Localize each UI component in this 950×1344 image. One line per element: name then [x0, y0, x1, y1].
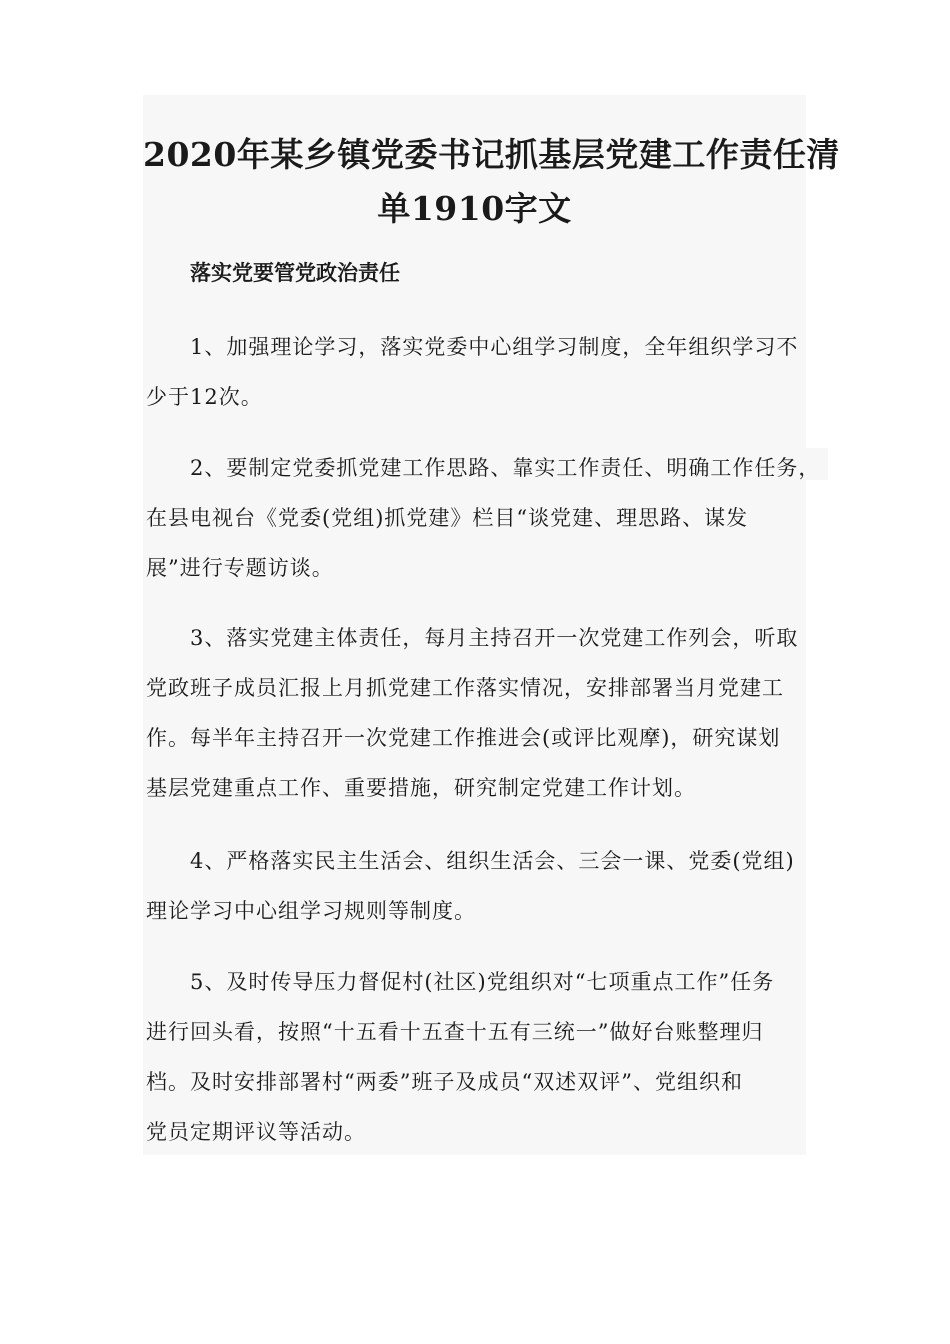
paragraph-line: 5、及时传导压力督促村(社区)党组织对“七项重点工作”任务	[190, 970, 775, 994]
section-heading: 落实党要管党政治责任	[190, 260, 400, 285]
paragraph-1	[146, 322, 811, 422]
paragraph-line: 党政班子成员汇报上月抓党建工作落实情况，安排部署当月党建工	[146, 676, 784, 700]
paragraph-2	[146, 443, 821, 593]
paragraph-line: 在县电视台《党委(党组)抓党建》栏目“谈党建、理思路、谋发	[146, 506, 749, 530]
title-line-1: 2020年某乡镇党委书记抓基层党建工作责任清	[143, 135, 840, 174]
paragraph-line: 基层党建重点工作、重要措施，研究制定党建工作计划。	[146, 776, 696, 800]
paragraph-line: 作。每半年主持召开一次党建工作推进会(或评比观摩)，研究谋划	[146, 726, 781, 750]
paragraph-line: 进行回头看，按照“十五看十五查十五有三统一”做好台账整理归	[146, 1020, 764, 1044]
paragraph-line: 2、要制定党委抓党建工作思路、靠实工作责任、明确工作任务，	[190, 456, 821, 480]
paragraph-line: 1、加强理论学习，落实党委中心组学习制度，全年组织学习不	[190, 335, 799, 359]
paragraph-line: 党员定期评议等活动。	[146, 1120, 366, 1144]
title-line-2: 单1910字文	[377, 189, 572, 228]
paragraph-3	[146, 613, 811, 813]
paragraph-line: 展”进行专题访谈。	[146, 556, 334, 580]
paragraph-line: 3、落实党建主体责任，每月主持召开一次党建工作列会，听取	[190, 626, 799, 650]
document-title	[143, 128, 840, 236]
paragraph-4	[146, 836, 811, 936]
paragraph-5	[146, 957, 811, 1157]
paragraph-line: 理论学习中心组学习规则等制度。	[146, 899, 476, 923]
paragraph-line: 档。及时安排部署村“两委”班子及成员“双述双评”、党组织和	[146, 1070, 743, 1094]
paragraph-line: 少于12次。	[146, 385, 263, 409]
paragraph-line: 4、严格落实民主生活会、组织生活会、三会一课、党委(党组)	[190, 849, 795, 873]
